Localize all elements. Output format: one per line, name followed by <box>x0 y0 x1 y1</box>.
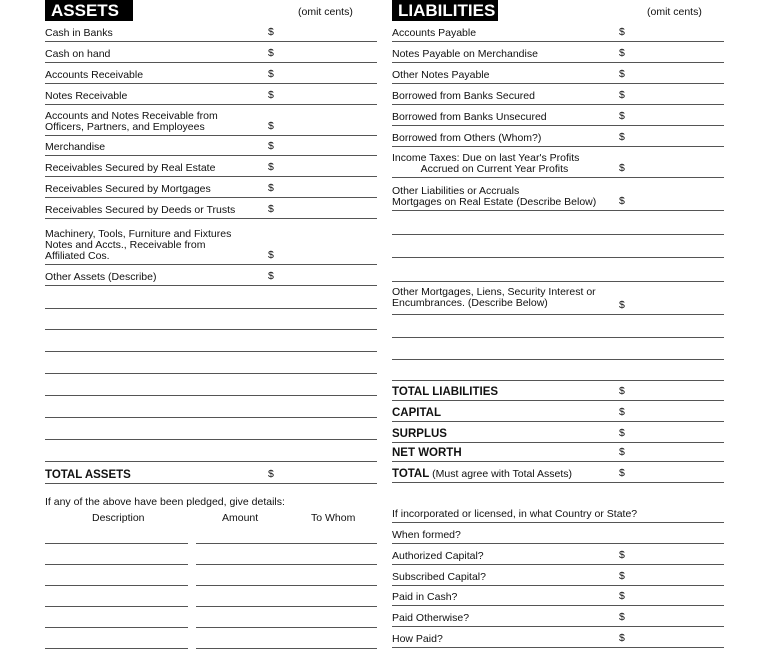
other-mortgages-dollar: $ <box>619 299 625 311</box>
summary-item-3-label <box>392 429 447 440</box>
asset-item-5-label: Accounts and Notes Receivable from Officers, Partners, and Employees <box>45 110 218 133</box>
when-formed-label: When formed? <box>392 529 461 541</box>
liability-item-3-label: Other Notes Payable <box>392 69 490 81</box>
asset-item-11-dollar: $ <box>268 270 274 282</box>
pledged-description-line[interactable] <box>45 564 188 565</box>
liability-item-4-label: Borrowed from Banks Secured <box>392 90 535 102</box>
total-assets-row[interactable] <box>45 466 377 484</box>
liability-item-3-dollar: $ <box>619 68 625 80</box>
other-mortgages-row[interactable] <box>392 284 724 315</box>
asset-item-5-dollar: $ <box>268 120 274 132</box>
capital-item-5-label: How Paid? <box>392 633 443 645</box>
capital-item-4[interactable] <box>392 606 724 627</box>
liability-item-3[interactable] <box>392 63 724 84</box>
assets-omit-cents: (omit cents) <box>298 6 353 18</box>
pledged-amount-line[interactable] <box>196 648 377 649</box>
asset-item-10-dollar: $ <box>268 249 274 261</box>
asset-item-7[interactable] <box>45 156 377 177</box>
asset-item-3[interactable] <box>45 63 377 84</box>
pledged-amount-line[interactable] <box>196 606 377 607</box>
assets-describe-line[interactable] <box>45 395 377 396</box>
asset-item-2[interactable] <box>45 42 377 63</box>
liability-item-6-dollar: $ <box>619 131 625 143</box>
capital-item-2-dollar: $ <box>619 570 625 582</box>
summary-item-4[interactable] <box>392 442 724 462</box>
assets-describe-line[interactable] <box>45 308 377 309</box>
asset-item-6-label: Merchandise <box>45 141 106 153</box>
summary-item-3-title: SURPLUS <box>392 428 447 440</box>
asset-item-1-label: Cash in Banks <box>45 27 113 39</box>
liability-item-7-dollar: $ <box>619 162 625 174</box>
capital-item-4-label: Paid Otherwise? <box>392 612 470 624</box>
liability-item-8-label: Other Liabilities or Accruals Mortgages on Real Estate (Describe Below) <box>392 185 597 208</box>
liabilities-describe-line[interactable] <box>392 281 724 282</box>
summary-item-5-suffix: (Must agree with Total Assets) <box>429 468 573 480</box>
asset-item-1[interactable] <box>45 24 377 42</box>
liability-item-2-label: Notes Payable on Merchandise <box>392 48 538 60</box>
asset-item-5[interactable] <box>45 105 377 136</box>
assets-describe-line[interactable] <box>45 351 377 352</box>
summary-item-4-dollar: $ <box>619 446 625 458</box>
asset-item-8-label: Receivables Secured by Mortgages <box>45 183 211 195</box>
assets-describe-line[interactable] <box>45 461 377 462</box>
summary-item-2-dollar: $ <box>619 406 625 418</box>
asset-item-9-label: Receivables Secured by Deeds or Trusts <box>45 204 236 216</box>
assets-header: ASSETS <box>45 0 133 21</box>
summary-item-5-dollar: $ <box>619 467 625 479</box>
col-to-whom: To Whom <box>311 512 356 524</box>
capital-item-1-dollar: $ <box>619 549 625 561</box>
pledged-description-line[interactable] <box>45 543 188 544</box>
capital-item-4-dollar: $ <box>619 611 625 623</box>
asset-item-10-label: Machinery, Tools, Furniture and Fixtures Notes and Accts., Receivable from Affiliated Cos. <box>45 228 232 262</box>
summary-item-4-label <box>392 448 462 459</box>
summary-item-2[interactable] <box>392 401 724 422</box>
asset-item-9[interactable] <box>45 198 377 219</box>
capital-item-5-dollar: $ <box>619 632 625 644</box>
liability-item-7-label: Income Taxes: Due on last Year's Profits Accrued on Current Year Profits <box>392 152 580 175</box>
summary-item-1-title: TOTAL LIABILITIES <box>392 386 499 398</box>
pledged-description-line[interactable] <box>45 648 188 649</box>
total-assets-label: TOTAL ASSETS <box>45 469 131 481</box>
pledged-description-line[interactable] <box>45 606 188 607</box>
asset-item-4-label: Notes Receivable <box>45 90 128 102</box>
pledged-description-line[interactable] <box>45 627 188 628</box>
summary-item-3-dollar: $ <box>619 427 625 439</box>
summary-item-1[interactable] <box>392 380 724 401</box>
pledged-amount-line[interactable] <box>196 564 377 565</box>
summary-item-4-title: NET WORTH <box>392 447 462 459</box>
liability-item-4[interactable] <box>392 84 724 105</box>
summary-item-5-label <box>392 469 572 480</box>
liability-item-8[interactable] <box>392 178 724 211</box>
assets-describe-line[interactable] <box>45 439 377 440</box>
capital-item-2-label: Subscribed Capital? <box>392 571 486 583</box>
capital-item-3[interactable] <box>392 586 724 606</box>
asset-item-3-dollar: $ <box>268 68 274 80</box>
summary-item-5[interactable] <box>392 462 724 483</box>
liability-item-2-dollar: $ <box>619 47 625 59</box>
summary-item-1-dollar: $ <box>619 385 625 397</box>
liability-item-1-dollar: $ <box>619 26 625 38</box>
liabilities-describe-line[interactable] <box>392 257 724 258</box>
when-formed-row[interactable] <box>392 523 724 544</box>
assets-describe-line[interactable] <box>45 329 377 330</box>
liability-item-8-dollar: $ <box>619 195 625 207</box>
summary-item-2-title: CAPITAL <box>392 407 441 419</box>
asset-item-4-dollar: $ <box>268 89 274 101</box>
liabilities-describe-line[interactable] <box>392 359 724 360</box>
pledged-amount-line[interactable] <box>196 585 377 586</box>
liability-item-5-label: Borrowed from Banks Unsecured <box>392 111 547 123</box>
pledged-amount-line[interactable] <box>196 627 377 628</box>
liabilities-header: LIABILITIES <box>392 0 498 21</box>
asset-item-9-dollar: $ <box>268 203 274 215</box>
liability-item-2[interactable] <box>392 42 724 63</box>
total-assets-dollar: $ <box>268 468 274 480</box>
capital-item-2[interactable] <box>392 565 724 586</box>
asset-item-8-dollar: $ <box>268 182 274 194</box>
col-description: Description <box>92 512 145 524</box>
assets-describe-line[interactable] <box>45 417 377 418</box>
liabilities-describe-line[interactable] <box>392 337 724 338</box>
capital-item-3-dollar: $ <box>619 590 625 602</box>
asset-item-2-label: Cash on hand <box>45 48 111 60</box>
pledged-description-line[interactable] <box>45 585 188 586</box>
liabilities-describe-line[interactable] <box>392 234 724 235</box>
liability-item-5-dollar: $ <box>619 110 625 122</box>
capital-item-1[interactable] <box>392 544 724 565</box>
asset-item-3-label: Accounts Receivable <box>45 69 144 81</box>
asset-item-11-label: Other Assets (Describe) <box>45 271 157 283</box>
incorporated-label: If incorporated or licensed, in what Country or State? <box>392 508 638 520</box>
col-amount: Amount <box>222 512 259 524</box>
liabilities-omit-cents: (omit cents) <box>647 6 702 18</box>
liability-item-1[interactable] <box>392 24 724 42</box>
incorporated-row[interactable] <box>392 505 724 523</box>
asset-item-7-label: Receivables Secured by Real Estate <box>45 162 216 174</box>
asset-item-6-dollar: $ <box>268 140 274 152</box>
capital-item-1-label: Authorized Capital? <box>392 550 484 562</box>
capital-item-3-label: Paid in Cash? <box>392 591 458 603</box>
other-mortgages-label: Other Mortgages, Liens, Security Interest or Encumbrances. (Describe Below) <box>392 286 596 309</box>
summary-item-3[interactable] <box>392 422 724 443</box>
asset-item-10[interactable] <box>45 219 377 265</box>
liability-item-6[interactable] <box>392 126 724 147</box>
capital-item-5[interactable] <box>392 627 724 648</box>
asset-item-1-dollar: $ <box>268 26 274 38</box>
asset-item-2-dollar: $ <box>268 47 274 59</box>
liability-item-7[interactable] <box>392 147 724 178</box>
summary-item-5-title: TOTAL <box>392 468 430 480</box>
asset-item-11[interactable] <box>45 265 377 286</box>
liability-item-6-label: Borrowed from Others (Whom?) <box>392 132 542 144</box>
asset-item-7-dollar: $ <box>268 161 274 173</box>
assets-describe-line[interactable] <box>45 373 377 374</box>
asset-item-4[interactable] <box>45 84 377 105</box>
liability-item-4-dollar: $ <box>619 89 625 101</box>
summary-item-2-label <box>392 408 441 419</box>
liability-item-5[interactable] <box>392 105 724 126</box>
asset-item-8[interactable] <box>45 177 377 198</box>
liability-item-1-label: Accounts Payable <box>392 27 477 39</box>
pledged-instructions: If any of the above have been pledged, give details: <box>45 496 285 508</box>
asset-item-6[interactable] <box>45 136 377 156</box>
summary-item-1-label <box>392 387 498 398</box>
pledged-amount-line[interactable] <box>196 543 377 544</box>
